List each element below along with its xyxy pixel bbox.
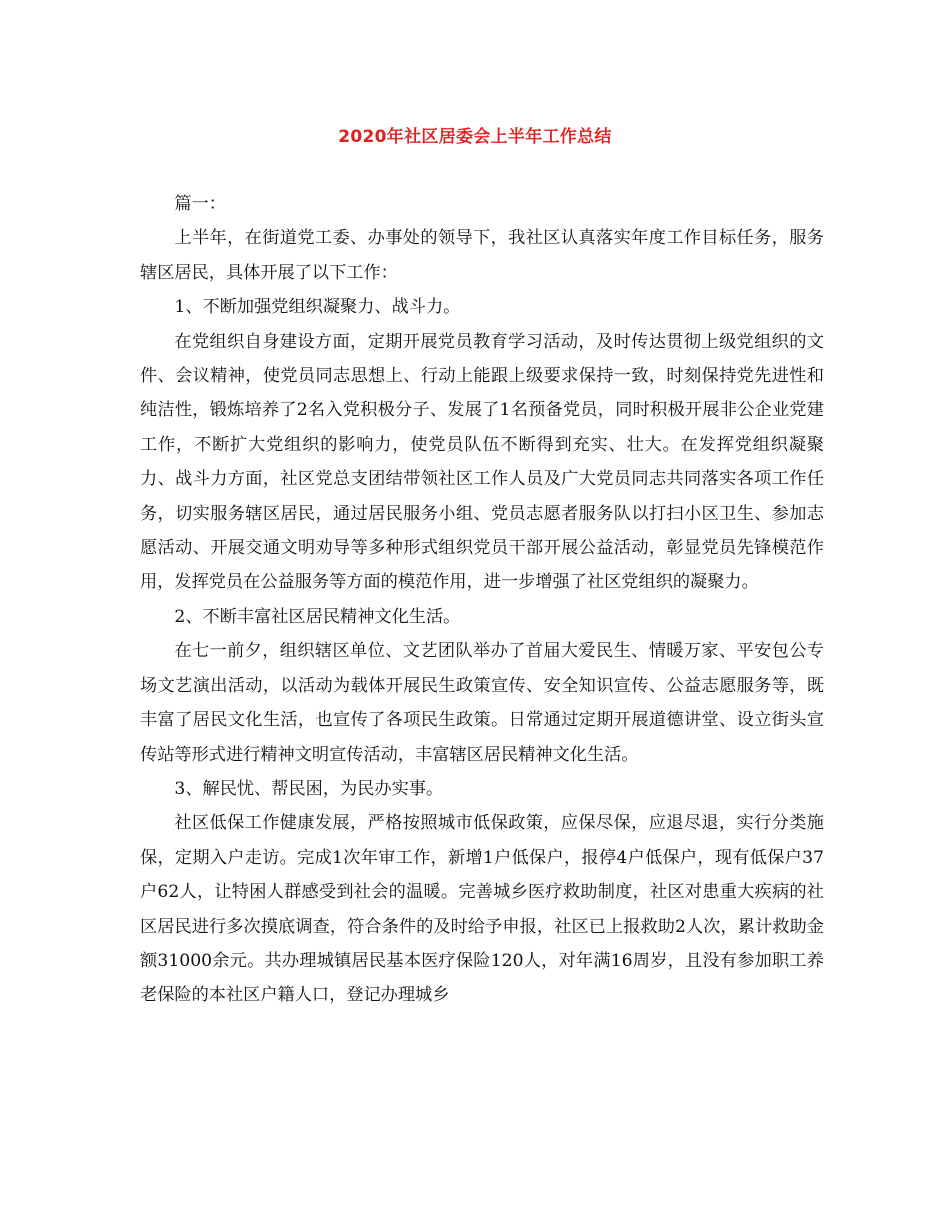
body-paragraph-1: 在党组织自身建设方面，定期开展党员教育学习活动，及时传达贯彻上级党组织的文件、会议精神，使党员同志思想上、行动上能跟上级要求保持一致，时刻保持党先进性和纯洁性，锻炼培养了2名入党积极分子、发展了1名预备党员，同时积极开展非公企业党建工作，不断扩大党组织的影响力，使党员队伍不断得到充实、壮大。在发挥党组织凝聚力、战斗力方面，社区党总支团结带领社区工作人员及广大党员同志共同落实各项工作任务，切实服务辖区居民，通过居民服务小组、党员志愿者服务队以打扫小区卫生、参加志愿活动、开展交通文明劝导等多种形式组织党员干部开展公益活动，彰显党员先锋模范作用，发挥党员在公益服务等方面的模范作用，进一步增强了社区党组织的凝聚力。 bbox=[140, 331, 824, 593]
body-paragraph-2: 在七一前夕，组织辖区单位、文艺团队举办了首届大爱民生、情暖万家、平安包公专场文艺演出活动，以活动为载体开展民生政策宣传、安全知识宣传、公益志愿服务等，既丰富了居民文化生活，也宣传了各项民生政策。日常通过定期开展道德讲堂、设立街头宣传站等形式进行精神文明宣传活动，丰富辖区居民精神文化生活。 bbox=[140, 641, 824, 765]
section-heading-3: 3、解民忧、帮民困，为民办实事。 bbox=[174, 778, 444, 799]
section-heading-2: 2、不断丰富社区居民精神文化生活。 bbox=[174, 606, 461, 627]
document-title: 2020年社区居委会上半年工作总结 bbox=[338, 127, 612, 147]
intro-paragraph: 上半年，在街道党工委、办事处的领导下，我社区认真落实年度工作目标任务，服务辖区居民，具体开展了以下工作： bbox=[140, 228, 824, 283]
section-label: 篇一： bbox=[174, 194, 226, 214]
body-paragraph-3: 社区低保工作健康发展，严格按照城市低保政策，应保尽保，应退尽退，实行分类施保，定期入户走访。完成1次年审工作，新增1户低保户，报停4户低保户，现有低保户37户62人，让特困人群感受到社会的温暖。完善城乡医疗救助制度，社区对患重大疾病的社区居民进行多次摸底调查，符合条件的及时给予申报，社区已上报救助2人次，累计救助金额31000余元。共办理城镇居民基本医疗保险120人，对年满16周岁，且没有参加职工养老保险的本社区户籍人口，登记办理城乡 bbox=[140, 813, 824, 1006]
document-body bbox=[140, 187, 824, 1013]
section-heading-1: 1、不断加强党组织凝聚力、战斗力。 bbox=[174, 297, 461, 318]
